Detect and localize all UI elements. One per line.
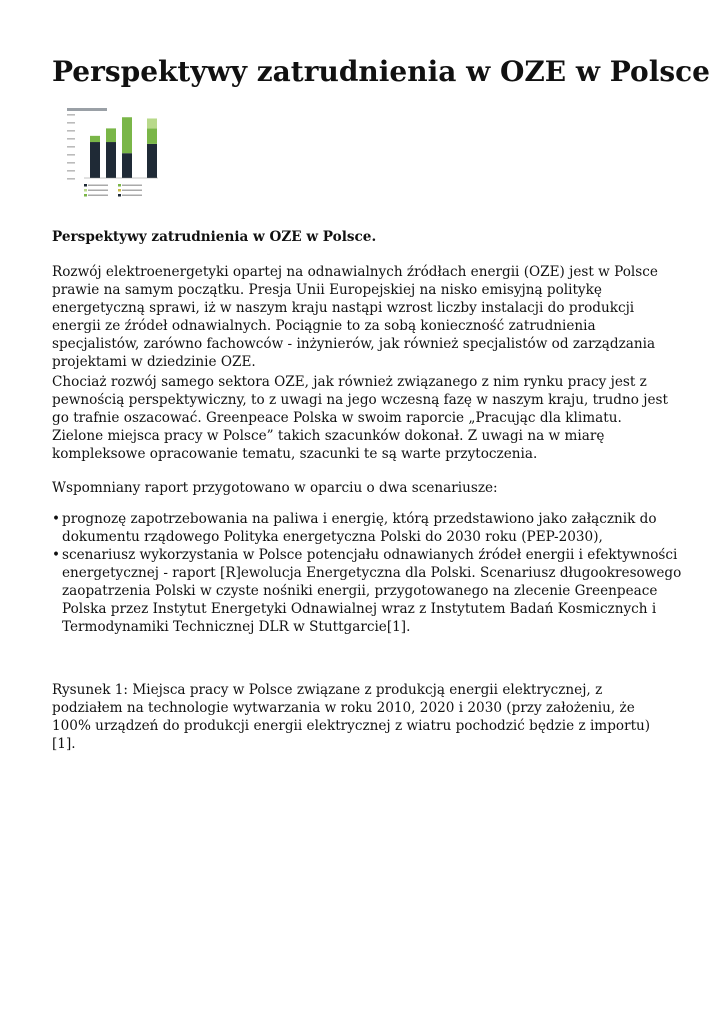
bar-segment xyxy=(122,153,132,178)
paragraph-1: Rozwój elektroenergetyki opartej na odnawialnych źródłach energii (OZE) jest w Polsce prawie na samym początku. Presja Unii Europejskiej na nisko emisyjną politykę energetyczną sprawi, iż w naszym kraju nastąpi wzrost liczby instalacji do produkcji energii ze źródeł odnawialnych. Pociągnie to za sobą konieczność zatrudnienia specjalistów, zarówno fachowców - inżynierów, jak również specjalistów od zarządzania projektami w dziedzinie OZE. xyxy=(52,264,658,370)
page-title: Perspektywy zatrudnienia w OZE w Polsce xyxy=(52,55,710,88)
y-tick-label xyxy=(67,138,75,140)
list-item: • scenariusz wykorzystania w Polsce potencjału odnawianych źródeł energii i efektywności energetycznej - raport [R]ewolucja Energetyczna dla Polski. Scenariusz długookresowego zaopatrzenia Polski w czyste nośniki energii, przygotowanego na zlecenie Greenpeace Polska przez Instytut Energetyki Odnawialnej wraz z Instytutem Badań Kosmicznych i Termodynamiki Technicznej DLR w Stuttgarcie[1]. xyxy=(52,546,682,636)
legend-label-placeholder xyxy=(122,185,142,187)
bar-segment xyxy=(106,128,116,142)
legend-swatch xyxy=(84,194,87,197)
y-tick-label xyxy=(67,162,75,164)
legend-swatch xyxy=(84,189,87,192)
bar-chart-thumbnail xyxy=(62,104,162,202)
legend-label-placeholder xyxy=(122,190,142,192)
figure-caption: Rysunek 1: Miejsca pracy w Polsce związane z produkcją energii elektrycznej, z podziałem na technologie wytwarzania w roku 2010, 2020 i 2030 (przy założeniu, że 100% urządzeń do produkcji energii elektrycznej z wiatru pochodzić będzie z importu) [1]. xyxy=(52,682,651,752)
bar-segment xyxy=(147,144,157,178)
list-item: • prognozę zapotrzebowania na paliwa i energię, którą przedstawiono jako załącznik do dokumentu rządowego Polityka energetyczna Polski do 2030 roku (PEP-2030), xyxy=(52,510,682,546)
y-tick-label xyxy=(67,154,75,156)
y-tick-label xyxy=(67,130,75,132)
bar-segment xyxy=(122,117,132,153)
legend-label-placeholder xyxy=(88,195,108,197)
bar-segment xyxy=(90,136,100,142)
paragraph-2: Chociaż rozwój samego sektora OZE, jak również związanego z nim rynku pracy jest z pewnością perspektywiczny, to z uwagi na jego wczesną fazę w naszym kraju, trudno jest go trafnie oszacować. Greenpeace Polska w swoim raporcie „Pracując dla klimatu. Zielone miejsca pracy w Polsce” takich szacunków dokonał. Z uwagi na w miarę kompleksowe opracowanie tematu, szacunki te są warte przytoczenia. xyxy=(52,374,668,462)
y-tick-label xyxy=(67,146,75,148)
legend-swatch xyxy=(118,184,121,187)
figure-thumbnail xyxy=(62,104,162,202)
legend-swatch xyxy=(118,194,121,197)
chart-title-placeholder xyxy=(67,108,107,111)
legend-label-placeholder xyxy=(88,190,108,192)
paragraph-3: Wspomniany raport przygotowano w oparciu o dwa scenariusze: xyxy=(52,480,498,496)
legend-label-placeholder xyxy=(122,195,142,197)
y-tick-label xyxy=(67,122,75,124)
bar-segment xyxy=(90,142,100,178)
y-tick-label xyxy=(67,178,75,180)
legend-label-placeholder xyxy=(88,185,108,187)
bar-segment xyxy=(147,128,157,144)
bar-segment xyxy=(106,142,116,178)
legend-swatch xyxy=(118,189,121,192)
bar-segment xyxy=(147,118,157,128)
y-tick-label xyxy=(67,114,75,116)
legend-swatch xyxy=(84,184,87,187)
scenario-list xyxy=(52,510,682,636)
section-subtitle: Perspektywy zatrudnienia w OZE w Polsce. xyxy=(52,229,377,245)
y-tick-label xyxy=(67,170,75,172)
